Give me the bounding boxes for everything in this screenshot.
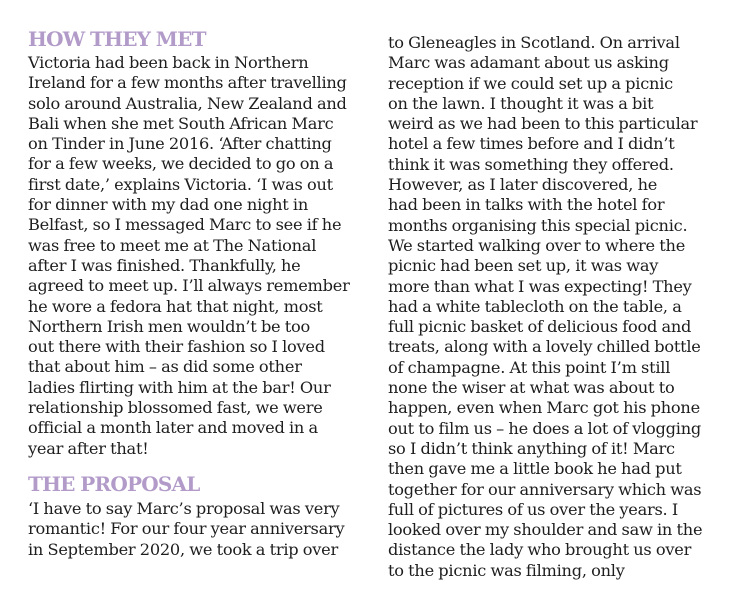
text-line: looked over my shoulder and saw in the (388, 520, 703, 540)
text-line: first date,’ explains Victoria. ‘I was out (28, 174, 333, 194)
text-line: weird as we had been to this particular (388, 114, 698, 134)
text-line: out there with their fashion so I loved (28, 337, 325, 357)
text-line: full of pictures of us over the years. I (388, 499, 678, 519)
text-line: on Tinder in June 2016. ‘After chatting (28, 134, 332, 154)
text-line: more than what I was expecting! They (388, 276, 692, 296)
text-line: had a white tablecloth on the table, a (388, 296, 682, 316)
text-line: Northern Irish men wouldn’t be too (28, 316, 311, 336)
text-line: none the wiser at what was about to (388, 378, 675, 398)
text-line: reception if we could set up a picnic (388, 73, 673, 93)
text-line: think it was something they offered. (388, 154, 674, 174)
text-line: full picnic basket of delicious food and (388, 317, 692, 337)
text-line: together for our anniversary which was (388, 479, 702, 499)
text-line: after I was finished. Thankfully, he (28, 255, 301, 275)
text-line: treats, along with a lovely chilled bottle (388, 337, 701, 357)
right-column (388, 33, 740, 581)
text-line: hotel a few times before and I didn’t (388, 134, 675, 154)
text-line: of champagne. At this point I’m still (388, 357, 671, 377)
text-line: solo around Australia, New Zealand and (28, 93, 347, 113)
text-line: to Gleneagles in Scotland. On arrival (388, 33, 680, 52)
text-line: ladies flirting with him at the bar! Our (28, 377, 331, 397)
left-column (28, 0, 373, 560)
text-line: year after that! (28, 438, 149, 458)
text-line: that about him – as did some other (28, 357, 302, 377)
text-line: Victoria had been back in Northern (28, 53, 309, 72)
text-line: months organising this special picnic. (388, 215, 688, 235)
text-line: Ireland for a few months after travelling (28, 73, 347, 93)
text-line: Bali when she met South African Marc (28, 113, 334, 133)
text-line: for dinner with my dad one night in (28, 195, 309, 215)
text-line: out to film us – he does a lot of vlogging (388, 418, 701, 438)
text-line: happen, even when Marc got his phone (388, 398, 700, 418)
text-line: agreed to meet up. I’ll always remember (28, 276, 350, 296)
section-heading-how-they-met: HOW THEY MET (28, 27, 206, 51)
text-line: in September 2020, we took a trip over (28, 539, 338, 559)
text-line: However, as I later discovered, he (388, 175, 658, 195)
section-body-how-they-met (28, 53, 373, 459)
text-line: so I didn’t think anything of it! Marc (388, 438, 675, 458)
text-line: on the lawn. I thought it was a bit (388, 93, 654, 113)
text-line: official a month later and moved in a (28, 418, 318, 438)
text-line: then gave me a little book he had put (388, 459, 682, 479)
text-line: ‘I have to say Marc’s proposal was very (28, 498, 340, 518)
text-line: relationship blossomed fast, we were (28, 398, 323, 418)
text-line: Belfast, so I messaged Marc to see if he (28, 215, 342, 235)
section-heading-the-proposal: THE PROPOSAL (28, 471, 200, 496)
text-line: to the picnic was filming, only (388, 560, 625, 580)
text-line: he wore a fedora hat that night, most (28, 296, 323, 316)
text-line: for a few weeks, we decided to go on a (28, 154, 334, 174)
text-line: distance the lady who brought us over (388, 540, 692, 560)
text-line: was free to meet me at The National (28, 235, 317, 255)
section-body-the-proposal (28, 499, 373, 560)
text-line: had been in talks with the hotel for (388, 195, 665, 215)
text-line: We started walking over to where the (388, 235, 686, 255)
text-line: Marc was adamant about us asking (388, 53, 669, 73)
text-line: romantic! For our four year anniversary (28, 519, 345, 539)
text-line: picnic had been set up, it was way (388, 256, 659, 276)
